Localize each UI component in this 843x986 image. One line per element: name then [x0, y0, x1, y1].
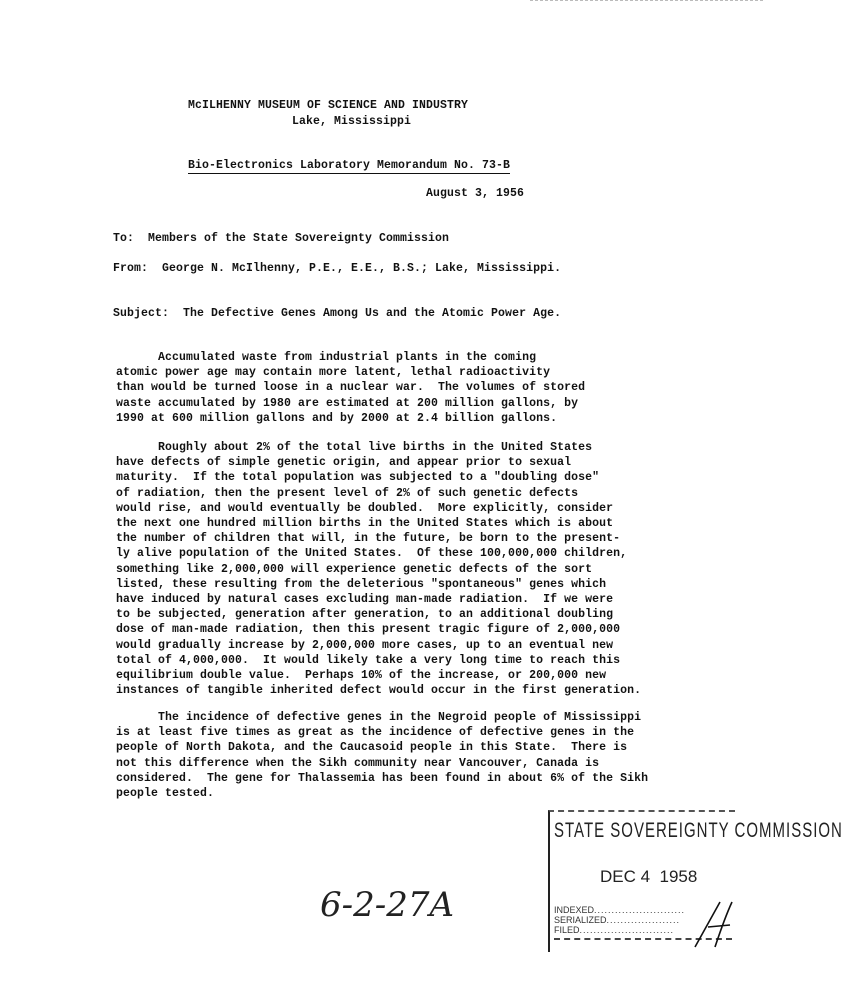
to-line: To: Members of the State Sovereignty Commission: [113, 232, 450, 245]
paragraph-line: not this difference when the Sikh community near Vancouver, Canada is: [116, 756, 600, 770]
paragraph-line: total of 4,000,000. It would likely take a very long time to reach this: [116, 653, 621, 667]
subject-line: Subject: The Defective Genes Among Us and the Atomic Power Age.: [113, 307, 562, 320]
stamp-title: STATE SOVEREIGNTY COMMISSION: [554, 818, 843, 843]
organization-name: McILHENNY MUSEUM OF SCIENCE AND INDUSTRY: [188, 99, 469, 112]
paragraph-line: The incidence of defective genes in the Negroid people of Mississippi: [116, 711, 642, 724]
paragraph-line: listed, these resulting from the deleterious "spontaneous" genes which: [116, 577, 607, 591]
stamp-date: DEC 4 1958: [600, 867, 698, 886]
organization-location: Lake, Mississippi: [292, 115, 412, 128]
paragraph-line: of radiation, then the present level of 2% of such genetic defects: [116, 486, 579, 500]
paragraph-line: Accumulated waste from industrial plants in the coming: [116, 351, 537, 364]
paragraph-line: waste accumulated by 1980 are estimated at 200 million gallons, by: [116, 396, 579, 410]
paragraph-line: people of North Dakota, and the Caucasoid people in this State. There is: [116, 741, 628, 755]
memo-date: August 3, 1956: [426, 187, 525, 200]
stamp-indexed-label: INDEXED: [554, 905, 595, 915]
paragraph-line: have induced by natural cases excluding man-made radiation. If we were: [116, 593, 614, 607]
scan-edge-mark: [530, 0, 763, 1]
paragraph-line: instances of tangible inherited defect would occur in the first generation.: [116, 684, 642, 698]
paragraph-line: dose of man-made radiation, then this present tragic figure of 2,000,000: [116, 623, 621, 637]
paragraph-line: Roughly about 2% of the total live births in the United States: [116, 441, 593, 454]
stamp-filed-label: FILED: [554, 925, 580, 935]
paragraph-line: something like 2,000,000 will experience genetic defects of the sort: [116, 562, 593, 576]
paragraph-2: [116, 440, 716, 698]
paragraph-line: 1990 at 600 million gallons and by 2000 at 2.4 billion gallons.: [116, 411, 558, 425]
paragraph-line: people tested.: [116, 787, 215, 801]
handwritten-initials-icon: [690, 897, 735, 952]
paragraph-line: would rise, and would eventually be doubled. More explicitly, consider: [116, 501, 614, 515]
paragraph-line: would gradually increase by 2,000,000 more cases, up to an eventual new: [116, 638, 614, 652]
paragraph-line: to be subjected, generation after generation, to an additional doubling: [116, 608, 614, 622]
from-line: From: George N. McIlhenny, P.E., E.E., B.S.; Lake, Mississippi.: [113, 262, 562, 275]
stamp-dotted-line: ...........................: [579, 925, 675, 935]
memo-title: Bio-Electronics Laboratory Memorandum No. 73-B: [188, 159, 511, 172]
stamp-fields: [554, 905, 685, 935]
paragraph-line: than would be turned loose in a nuclear war. The volumes of stored: [116, 381, 586, 395]
paragraph-line: ly alive population of the United States. Of these 100,000,000 children,: [116, 547, 628, 561]
paragraph-line: have defects of simple genetic origin, and appear prior to sexual: [116, 456, 572, 470]
handwritten-file-number: 6-2-27A: [320, 885, 455, 925]
stamp-dotted-line: ..........................: [594, 905, 686, 915]
stamp-dotted-line: .....................: [606, 915, 681, 925]
paragraph-line: atomic power age may contain more latent, lethal radioactivity: [116, 366, 551, 380]
paragraph-line: is at least five times as great as the incidence of defective genes in the: [116, 726, 635, 740]
paragraph-1: [116, 350, 716, 426]
paragraph-3: [116, 710, 716, 801]
paragraph-line: equilibrium double value. Perhaps 10% of the increase, or 200,000 new: [116, 669, 607, 683]
paragraph-line: the number of children that will, in the future, be born to the present-: [116, 532, 621, 546]
commission-received-stamp: [548, 810, 843, 952]
paragraph-line: the next one hundred million births in the United States which is about: [116, 517, 614, 531]
stamp-serialized-label: SERIALIZED: [554, 915, 607, 925]
paragraph-line: maturity. If the total population was subjected to a "doubling dose": [116, 471, 600, 485]
paragraph-line: considered. The gene for Thalassemia has been found in about 6% of the Sikh: [116, 771, 649, 785]
